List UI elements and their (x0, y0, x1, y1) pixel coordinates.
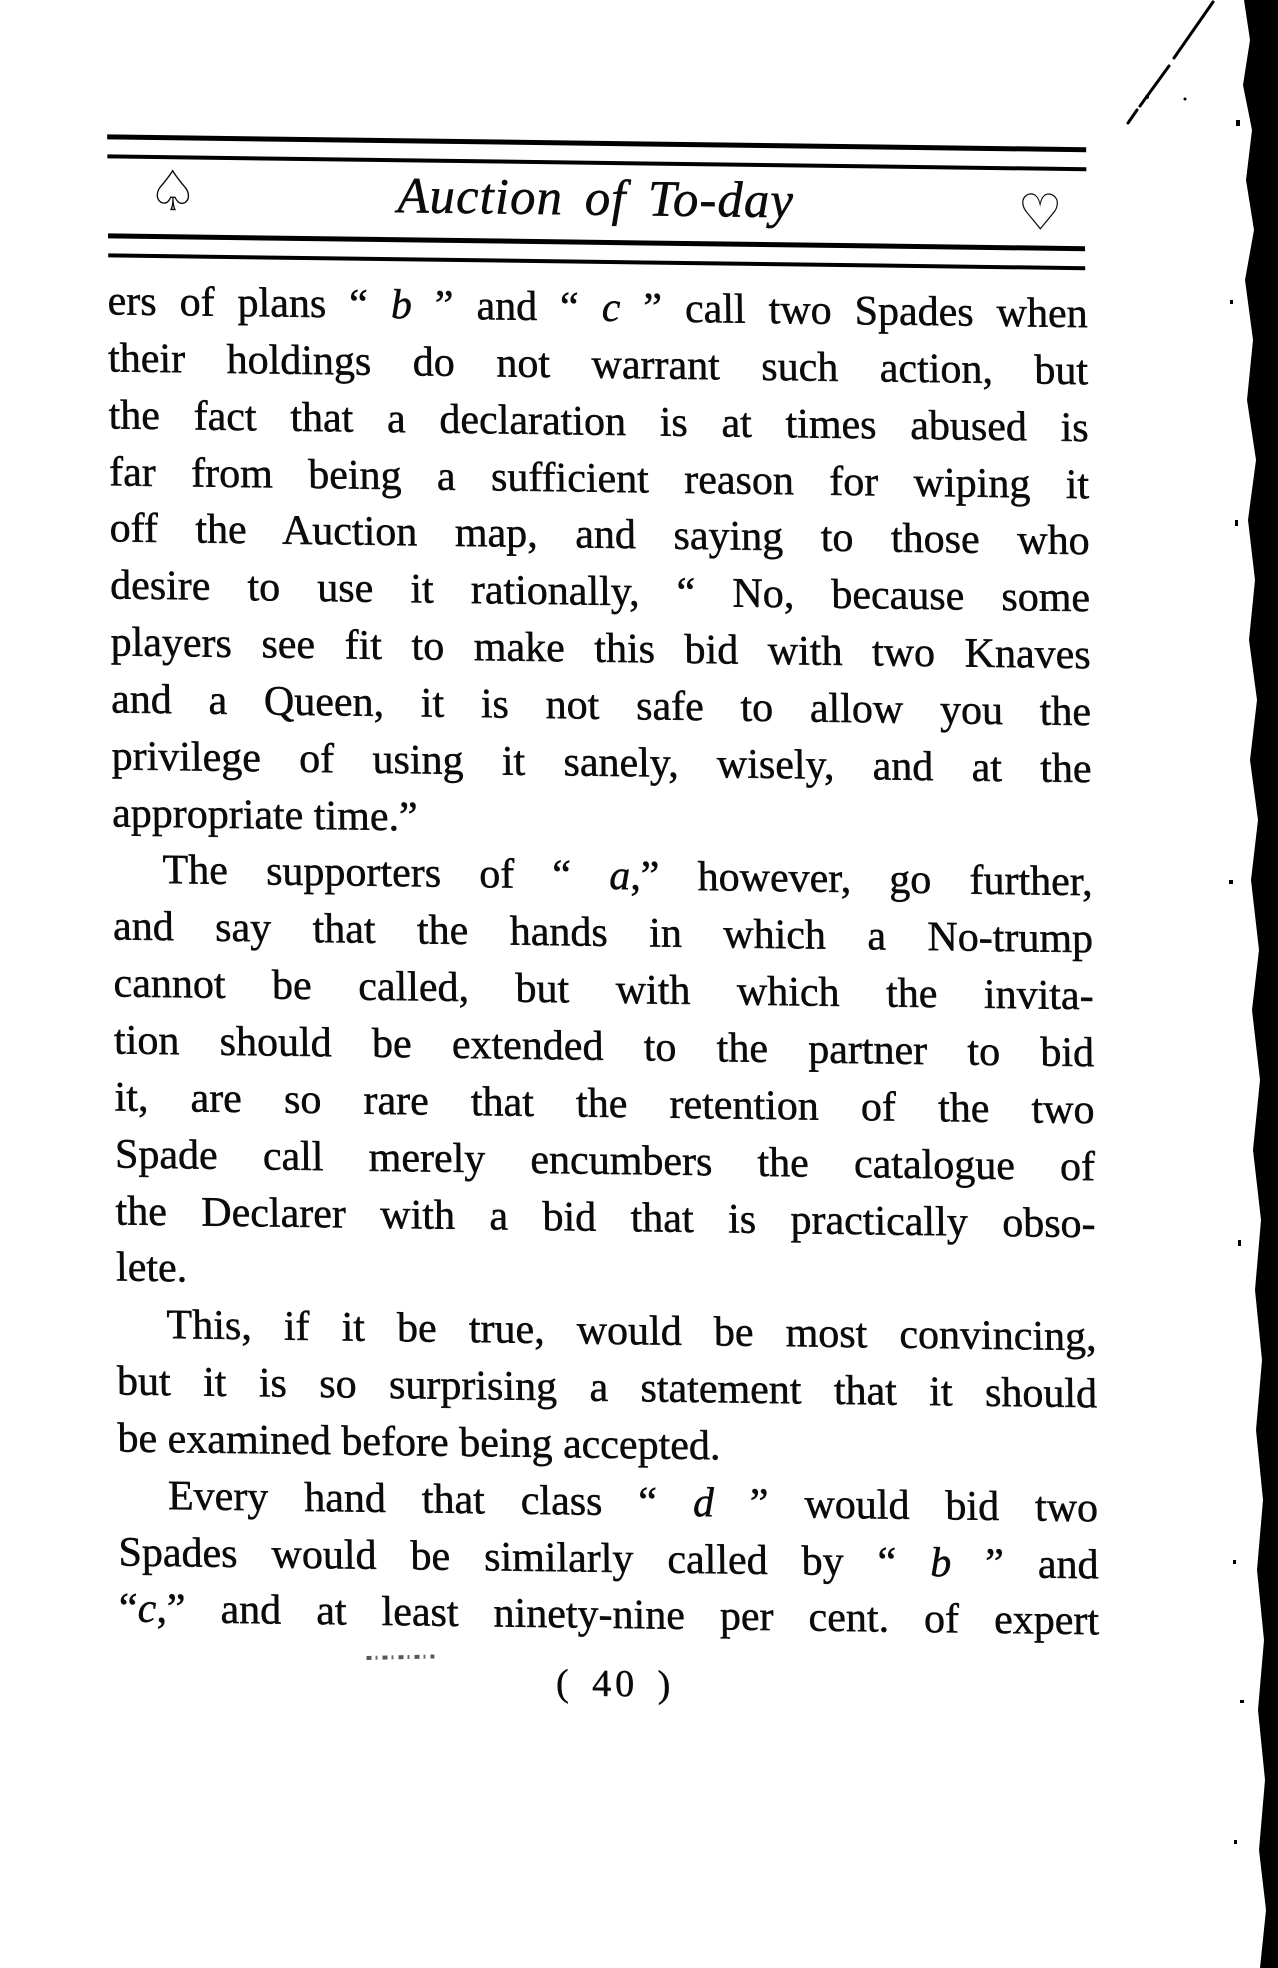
text-line: Every hand that class “ d ” would bid two (167, 1472, 1099, 1532)
text-line: off the Auction map, and saying to those who (109, 505, 1090, 565)
text-line: players see fit to make this bid with two Knaves (110, 619, 1091, 679)
scan-gutter-band (1229, 0, 1278, 1968)
text-line: “c,” and at least ninety-nine per cent. of expert (118, 1585, 1100, 1645)
spade-icon: ♤ (147, 158, 199, 225)
heart-icon: ♡ (1017, 183, 1063, 242)
page-number: ( 40 ) (555, 1662, 675, 1706)
text-line: The supporters of “ a,” however, go further, (162, 847, 1093, 906)
scan-speck (1145, 95, 1149, 99)
text-line: lete. (115, 1244, 188, 1292)
text-line: but it is so surprising a statement that it should (116, 1358, 1098, 1418)
text-line: tion should be extended to the partner to bid (113, 1017, 1095, 1077)
text-line: be examined before being accepted. (117, 1415, 721, 1470)
text-line: it, are so rare that the retention of the two (114, 1074, 1095, 1134)
text-line: Spade call merely encumbers the catalogue of (114, 1131, 1096, 1190)
text-line: privilege of using it sanely, wisely, and at the (111, 733, 1092, 793)
text-line: and say that the hands in which a No-trump (112, 903, 1094, 963)
text-line: ers of plans “ b ” and “ c ” call two Spades when (107, 278, 1088, 338)
text-line: the fact that a declaration is at times abused is (108, 392, 1089, 451)
text-line: the Declarer with a bid that is practically obso- (115, 1188, 1096, 1247)
text-line: their holdings do not warrant such action, but (107, 335, 1089, 395)
scan-crease-line (1128, 2, 1213, 123)
text-line: and a Queen, it is not safe to allow you the (110, 676, 1092, 736)
page-title: Auction of To-day (397, 168, 795, 230)
text-line: desire to use it rationally, “ No, because some (109, 562, 1091, 622)
text-line: appropriate time.” (111, 790, 418, 841)
scan-speck (1184, 98, 1187, 101)
text-line: Spades would be similarly called by “ b ” and (118, 1529, 1099, 1588)
text-line: This, if it be true, would be most convincing, (166, 1302, 1097, 1361)
text-line: cannot be called, but with which the invita- (113, 960, 1094, 1020)
text-line: far from being a sufficient reason for wiping it (108, 448, 1090, 508)
